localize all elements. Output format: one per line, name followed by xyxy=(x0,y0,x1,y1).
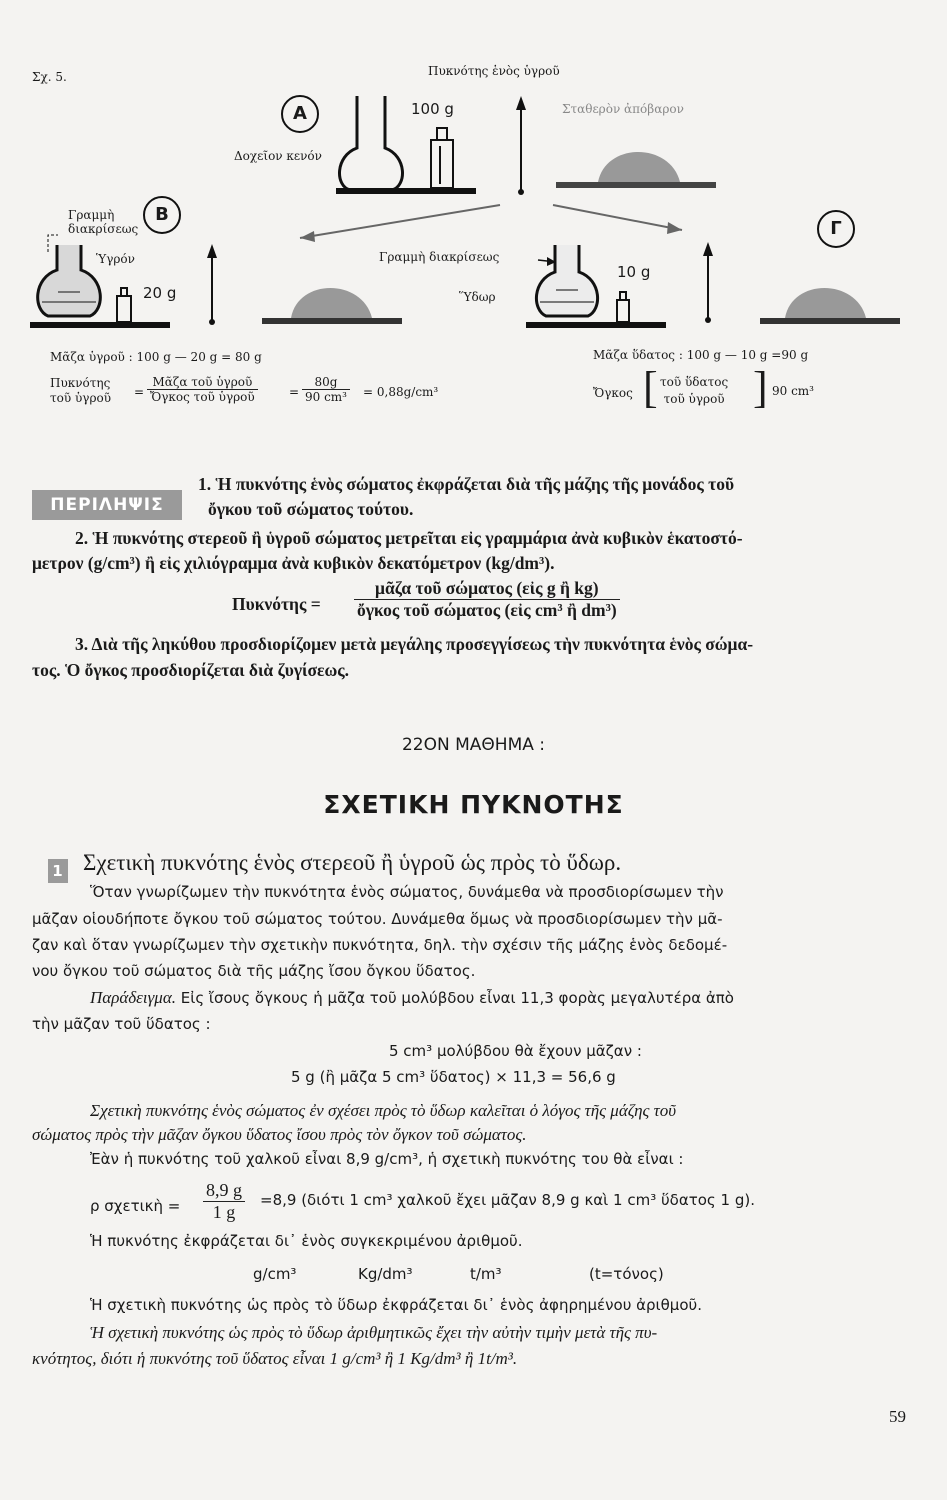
arrow-up-b xyxy=(207,244,217,325)
lesson-number: 22ΟΝ ΜΑΘΗΜΑ : xyxy=(401,735,546,755)
stage-a-marker: A xyxy=(281,95,319,133)
example-line xyxy=(90,988,734,1008)
stage-c-marker: Γ xyxy=(817,210,855,248)
rho-label: ρ σχετικὴ = xyxy=(90,1197,181,1215)
bracket-bottom-text: τοῦ ὑγροῦ xyxy=(663,392,725,406)
body-line-2: μᾶζαν οἱουδήποτε ὄγκου τοῦ σώματος τούτου. Δυνάμεθα ὅμως νὰ προσδιορίσωμεν τὴν μᾶ- xyxy=(32,910,723,928)
example-label: Παράδειγμα. xyxy=(90,988,177,1007)
weight-10g xyxy=(617,292,629,322)
final-line-1: Ἡ σχετικὴ πυκνότης ὡς πρὸς τὸ ὕδωρ ἀριθμητικῶς ἔχει τὴν αὐτὴν τιμὴν μετὰ τῆς πυ- xyxy=(90,1323,658,1342)
eq-sign: = xyxy=(134,385,145,399)
weight-100g xyxy=(431,128,453,188)
unit-t-m3: t/m³ xyxy=(470,1265,502,1283)
formula-numerator: μᾶζα τοῦ σώματος (εἰς g ἢ kg) xyxy=(354,578,620,600)
rho-fraction xyxy=(203,1180,245,1223)
empty-flask xyxy=(340,96,403,190)
summary-p2-line1: 2. Ἡ πυκνότης στερεοῦ ἢ ὑγροῦ σώματος μετρεῖται εἰς γραμμάρια ἀνὰ κυβικὸν ἑκατοστό- xyxy=(75,528,743,548)
scale-pan-c xyxy=(526,322,666,328)
arrow-to-c xyxy=(553,205,682,230)
summary-p2-line2: μετρον (g/cm³) ἢ εἰς χιλιόγραμμα ἀνὰ κυβικὸν δεκατόμετρον (kg/dm³). xyxy=(32,553,555,573)
example-eq-2: 5 g (ἢ μᾶζα 5 cm³ ὕδατος) × 11,3 = 56,6 g xyxy=(291,1068,616,1086)
scale-pan-b xyxy=(30,322,170,328)
volume-value: 90 cm³ xyxy=(772,384,814,398)
fraction-den-words: Ὄγκος τοῦ ὑγροῦ xyxy=(150,390,255,404)
density-fraction-words xyxy=(147,375,258,404)
figure-label: Σχ. 5. xyxy=(32,70,67,84)
bracket-right-icon: ] xyxy=(753,363,768,412)
formula-label: Πυκνότης = xyxy=(232,594,321,614)
weight-20-label: 20 g xyxy=(143,284,177,302)
arrow-up-a xyxy=(516,96,526,195)
page-number: 59 xyxy=(889,1407,906,1426)
liquid-flask xyxy=(38,235,101,316)
unit-ton-note: (t=τόνος) xyxy=(589,1265,664,1283)
abstract-line: Ἡ σχετικὴ πυκνότης ὡς πρὸς τὸ ὕδωρ ἐκφράζεται δι᾽ ἑνὸς ἀφηρημένου ἀριθμοῦ. xyxy=(90,1296,702,1314)
scale-pan-c-right xyxy=(760,318,900,324)
water-flask xyxy=(536,245,597,316)
weight-10-label: 10 g xyxy=(617,263,651,281)
formula-denominator: ὄγκος τοῦ σώματος (εἰς cm³ ἢ dm³) xyxy=(357,600,617,620)
scale-pan-top-right xyxy=(556,182,716,188)
fraction-den-values: 90 cm³ xyxy=(305,390,347,404)
definition-line-1: Σχετικὴ πυκνότης ἑνὸς σώματος ἐν σχέσει πρὸς τὸ ὕδωρ καλεῖται ὁ λόγος τῆς μάζης τοῦ xyxy=(90,1101,677,1120)
body-line-1: Ὅταν γνωρίζωμεν τὴν πυκνότητα ἑνὸς σώματος, δυνάμεθα νὰ προσδιορίσωμεν τὴν xyxy=(90,883,724,901)
rho-denominator: 1 g xyxy=(212,1202,236,1222)
example-eq-1: 5 cm³ μολύβδου θὰ ἔχουν μᾶζαν : xyxy=(389,1042,642,1060)
section-title: Σχετικὴ πυκνότης ἑνὸς στερεοῦ ἢ ὑγροῦ ὡς πρὸς τὸ ὕδωρ. xyxy=(83,850,622,875)
scale-pan-a xyxy=(336,188,476,194)
density-result: = 0,88g/cm³ xyxy=(363,385,439,399)
summary-p1-line2: ὄγκου τοῦ σώματος τούτου. xyxy=(208,499,414,519)
body-line-3: ζαν καὶ ὅταν γνωρίζωμεν τὴν σχετικὴν πυκνότητα, δηλ. τὴν σχέσιν τῆς μάζης ἑνὸς δεδομέ- xyxy=(32,936,728,954)
rho-numerator: 8,9 g xyxy=(203,1180,245,1202)
graduation-label-left: Γραμμὴ διακρίσεως xyxy=(68,208,139,236)
example-text-2: τὴν μᾶζαν τοῦ ὕδατος : xyxy=(32,1015,211,1033)
unit-line: Ἡ πυκνότης ἐκφράζεται δι᾽ ἑνὸς συγκεκριμένου ἀριθμοῦ. xyxy=(90,1232,523,1250)
copper-line: Ἐὰν ἡ πυκνότης τοῦ χαλκοῦ εἶναι 8,9 g/cm³, ἡ σχετικὴ πυκνότης του θὰ εἶναι : xyxy=(90,1150,684,1168)
rho-rest: =8,9 (διότι 1 cm³ χαλκοῦ ἔχει μᾶζαν 8,9 g καὶ 1 cm³ ὕδατος 1 g). xyxy=(260,1191,755,1209)
bracket-left-icon: [ xyxy=(643,363,658,412)
tare-label: Σταθερὸν ἀπόβαρον xyxy=(562,102,684,116)
arrow-up-c xyxy=(703,242,713,323)
weight-100-label: 100 g xyxy=(411,100,454,118)
graduation-label-mid: Γραμμὴ διακρίσεως xyxy=(379,250,500,264)
scale-pan-b-right xyxy=(262,318,402,324)
summary-p3-line1: 3. Διὰ τῆς ληκύθου προσδιορίζομεν μετὰ μεγάλης προσεγγίσεως τὴν πυκνότητα ἑνὸς σώμα- xyxy=(75,634,754,654)
volume-label: Ὄγκος xyxy=(593,386,633,400)
water-mass-line: Μᾶζα ὕδατος : 100 g — 10 g =90 g xyxy=(593,348,809,362)
bracket-content xyxy=(660,374,728,408)
density-label xyxy=(50,376,111,406)
summary-badge: ΠΕΡΙΛΗΨΙΣ xyxy=(32,490,182,520)
unit-g-cm3: g/cm³ xyxy=(253,1265,297,1283)
summary-p1-line1: 1. Ἡ πυκνότης ἑνὸς σώματος ἐκφράζεται διὰ τῆς μάζης τῆς μονάδος τοῦ xyxy=(198,474,735,494)
weight-20g xyxy=(117,288,131,322)
liquid-label: Ὑγρόν xyxy=(96,252,135,266)
summary-formula xyxy=(354,578,620,621)
arrow-to-b xyxy=(300,205,500,238)
density-label-1: Πυκνότης xyxy=(50,376,111,390)
eq-sign-2: = xyxy=(289,385,300,399)
bracket-top-text: τοῦ ὕδατος xyxy=(660,375,729,389)
density-label-2: τοῦ ὑγροῦ xyxy=(50,391,112,405)
section-number-badge: 1 xyxy=(48,859,68,883)
stage-b-marker: B xyxy=(143,196,181,234)
density-fraction-values xyxy=(302,375,350,404)
apparatus-drawing xyxy=(0,0,947,340)
tare-dome-b xyxy=(291,288,372,318)
tare-dome-c xyxy=(785,288,866,318)
empty-vessel-label: Δοχεῖον κενόν xyxy=(234,149,322,163)
figure-title: Πυκνότης ἑνὸς ὑγροῦ xyxy=(428,64,560,78)
tare-dome-top xyxy=(598,152,680,182)
unit-kg-dm3: Kg/dm³ xyxy=(358,1265,413,1283)
example-text: Εἰς ἴσους ὄγκους ἡ μᾶζα τοῦ μολύβδου εἶναι 11,3 φορὰς μεγαλυτέρα ἀπὸ xyxy=(180,989,734,1007)
final-line-2: κνότητος, διότι ἡ πυκνότης τοῦ ὕδατος εἶναι 1 g/cm³ ἢ 1 Kg/dm³ ἢ 1t/m³. xyxy=(32,1349,518,1368)
fraction-num-words: Μᾶζα τοῦ ὑγροῦ xyxy=(147,375,258,390)
body-line-4: νου ὄγκου τοῦ σώματος διὰ τῆς μάζης ἴσου ὄγκου ὕδατος. xyxy=(32,962,476,980)
liquid-mass-line: Μᾶζα ὑγροῦ : 100 g — 20 g = 80 g xyxy=(50,350,262,364)
lesson-title: ΣΧΕΤΙΚΗ ΠΥΚΝΟΤΗΣ xyxy=(323,790,624,819)
definition-line-2: σώματος πρὸς τὴν μᾶζαν ὄγκου ὕδατος ἴσου πρὸς τὸν ὄγκον τοῦ σώματος. xyxy=(32,1125,527,1144)
summary-p3-line2: τος. Ὁ ὄγκος προσδιορίζεται διὰ ζυγίσεως. xyxy=(32,660,350,680)
fraction-num-values: 80g xyxy=(302,375,350,390)
water-label: Ὕδωρ xyxy=(459,290,496,304)
